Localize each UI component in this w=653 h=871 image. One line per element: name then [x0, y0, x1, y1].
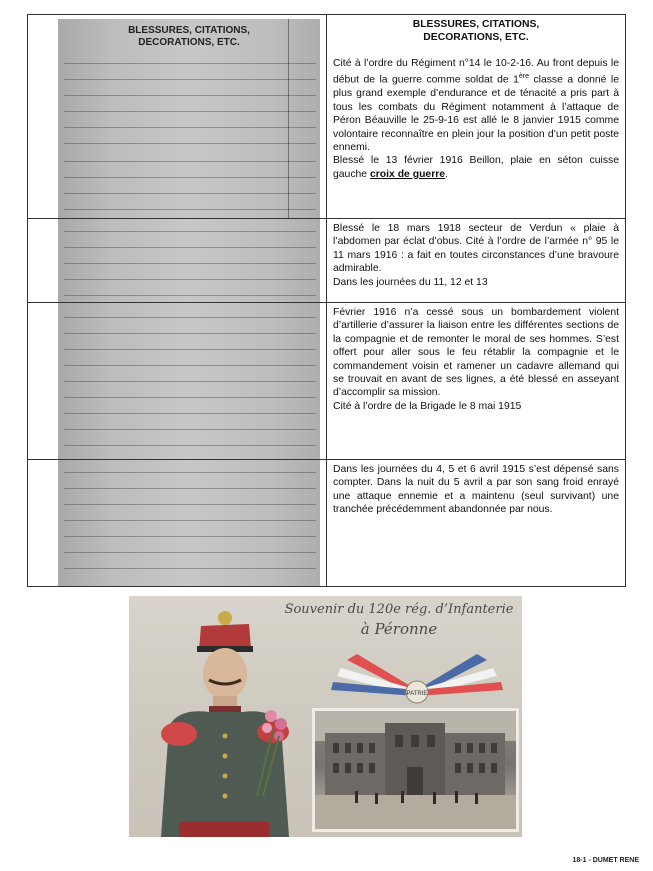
handwritten-scan-cell [28, 303, 327, 460]
section-title-line2: DECORATIONS, ETC. [423, 32, 529, 43]
handwritten-scan-cell [28, 219, 327, 303]
transcription-cell [327, 219, 626, 303]
citation-paragraph: Février 1916 n’a cessé sous un bombardement violent d’artillerie d’assurer la liaison entre les différentes sections de la compagnie et de remonter le moral de ses hommes. S’est offert pour aller sous le feu rétablir la compagnie et le commandement voisin et ramener un cadavre allemand qui se trouvait en avant de ses lignes, a été blessé en asseyant d’accomplir sa mission. [333, 307, 619, 399]
postcard-image [129, 596, 522, 837]
soldier-portrait [139, 596, 309, 837]
citation-paragraph: Cité à l’ordre du Régiment n°14 le 10-2-16. Au front depuis le début de la guerre comme soldat de 1ère classe a donné le plus grand exemple d’endurance et de ténacité a pris part à tous les combats du Régiment notamment à l’attaque de Péron Béauville le 25-9-16 est allé le 8 janvier 1915 comme volontaire reconnaître en plein jour la position d’un petit poste ennemi. [333, 58, 619, 153]
handwritten-scan-cell [28, 15, 327, 219]
transcription-cell [327, 15, 626, 219]
barracks-photo [312, 708, 519, 832]
section-title-line1: BLESSURES, CITATIONS, [412, 19, 540, 30]
transcription-cell [327, 460, 626, 587]
page-footer: 18-1 - DUMET RENE [572, 857, 639, 864]
citation-paragraph: Dans les journées du 4, 5 et 6 avril 1915 s’est dépensé sans compter. Dans la nuit du 5 avril a par son sang froid enrayé une attaque ennemie et a maintenu (seul survivant) une tranchée précédemment abandonnée par nous. [333, 464, 619, 516]
citation-paragraph: Blessé le 18 mars 1918 secteur de Verdun « plaie à l’abdomen par éclat d’obus. Cité à l’ordre de l’armée n° 95 le 11 mars 1916 : a fait en toutes circonstances d’une bravoure admirable. [333, 223, 619, 275]
postcard-title: Souvenir du 120e rég. d’Infanterie [284, 602, 514, 617]
postcard-subtitle: à Péronne [360, 620, 438, 638]
citation-paragraph: Dans les journées du 11, 12 et 13 [333, 276, 488, 288]
table-row [28, 460, 626, 587]
badge-text: PATRIE [406, 691, 428, 697]
wound-paragraph: Blessé le 13 février 1916 Beillon, plaie en séton cuisse gauche croix de guerre. [333, 155, 619, 180]
handwritten-scan-image [58, 219, 320, 302]
citation-paragraph: Cité à l’ordre de la Brigade le 8 mai 1915 [333, 400, 522, 412]
handwritten-scan-image [58, 19, 320, 218]
flags-emblem [317, 646, 517, 708]
scan-header-line1: BLESSURES, CITATIONS, [128, 25, 250, 36]
handwritten-scan-image [58, 303, 320, 459]
table-row [28, 15, 626, 219]
record-table [27, 14, 626, 587]
scan-rule [288, 19, 289, 218]
table-row [28, 303, 626, 460]
croix-de-guerre-label: croix de guerre [369, 168, 446, 180]
transcription-cell [327, 303, 626, 460]
handwritten-scan-image [58, 460, 320, 586]
scan-header-line2: DECORATIONS, ETC. [138, 37, 240, 48]
table-row [28, 219, 626, 303]
handwritten-scan-cell [28, 460, 327, 587]
